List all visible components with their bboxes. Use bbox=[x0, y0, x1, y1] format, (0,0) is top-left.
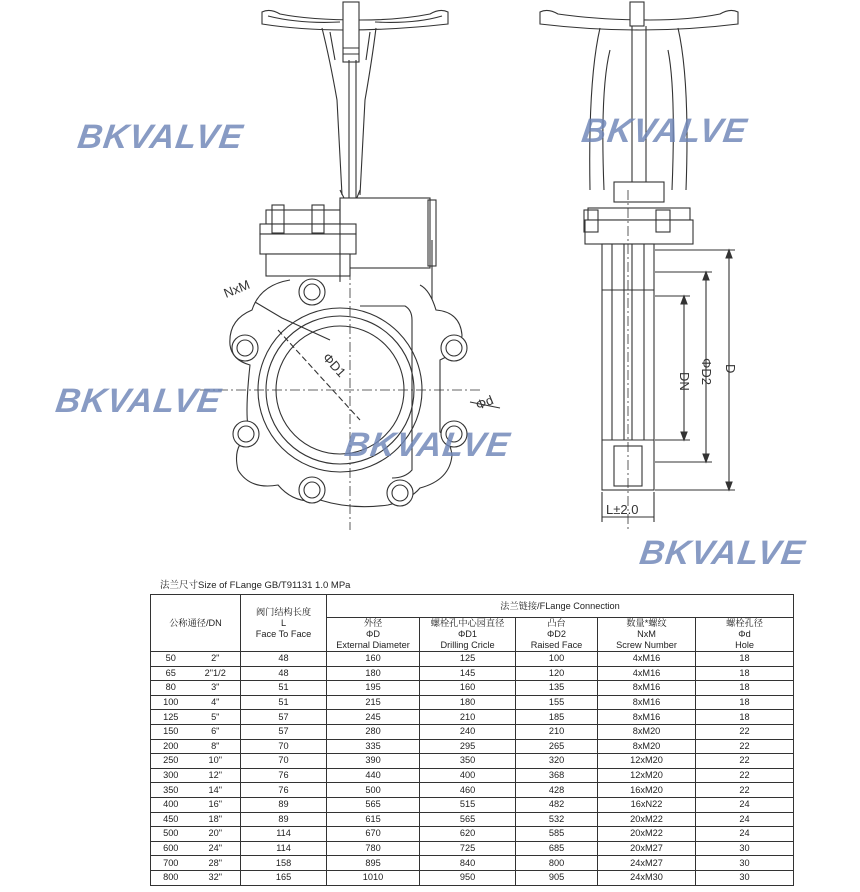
table-cell: 16xN22 bbox=[598, 797, 696, 812]
table-row bbox=[151, 695, 794, 710]
watermark-logo: BKVALVE bbox=[75, 118, 246, 156]
table-cell: 460 bbox=[420, 783, 516, 798]
table-cell: 400 bbox=[151, 797, 191, 812]
col-header-cn: 凸台 bbox=[547, 618, 566, 628]
watermark-logo: BKVALVE bbox=[53, 382, 224, 420]
table-cell: 145 bbox=[420, 666, 516, 681]
table-cell: 80 bbox=[151, 681, 191, 696]
table-row bbox=[151, 841, 794, 856]
table-cell: 320 bbox=[516, 754, 598, 769]
col-header-sym: ΦD bbox=[366, 629, 380, 639]
table-cell: 12xM20 bbox=[598, 768, 696, 783]
table-cell: 24xM27 bbox=[598, 856, 696, 871]
l-label: L±2.0 bbox=[606, 502, 639, 517]
table-cell: 450 bbox=[151, 812, 191, 827]
table-cell: 210 bbox=[516, 724, 598, 739]
table-cell: 245 bbox=[327, 710, 420, 725]
table-cell: 428 bbox=[516, 783, 598, 798]
table-cell: 500 bbox=[151, 827, 191, 842]
table-cell: 3" bbox=[191, 681, 241, 696]
table-cell: 12xM20 bbox=[598, 754, 696, 769]
table-cell: 57 bbox=[241, 724, 327, 739]
col-header-od bbox=[327, 618, 420, 652]
col-header-d1 bbox=[420, 618, 516, 652]
table-cell: 135 bbox=[516, 681, 598, 696]
table-cell: 300 bbox=[151, 768, 191, 783]
table-title: 法兰尺寸Size of FLange GB/T91131 1.0 MPa bbox=[160, 580, 351, 591]
table-cell: 24 bbox=[696, 797, 794, 812]
d-label: D bbox=[723, 364, 738, 374]
table-cell: 895 bbox=[327, 856, 420, 871]
table-cell: 350 bbox=[151, 783, 191, 798]
table-cell: 368 bbox=[516, 768, 598, 783]
length-en: Face To Face bbox=[255, 628, 312, 639]
table-cell: 482 bbox=[516, 797, 598, 812]
table-cell: 180 bbox=[327, 666, 420, 681]
table-cell: 20xM22 bbox=[598, 812, 696, 827]
col-header-en: Raised Face bbox=[530, 640, 583, 650]
table-cell: 200 bbox=[151, 739, 191, 754]
table-cell: 20" bbox=[191, 827, 241, 842]
d2-label: ΦD2 bbox=[699, 358, 714, 385]
table-cell: 265 bbox=[516, 739, 598, 754]
table-row bbox=[151, 856, 794, 871]
table-cell: 125 bbox=[420, 652, 516, 667]
table-body bbox=[151, 652, 794, 886]
table-cell: 215 bbox=[327, 695, 420, 710]
table-cell: 51 bbox=[241, 695, 327, 710]
table-cell: 8xM20 bbox=[598, 739, 696, 754]
table-cell: 8" bbox=[191, 739, 241, 754]
table-cell: 114 bbox=[241, 827, 327, 842]
table-cell: 780 bbox=[327, 841, 420, 856]
table-cell: 30 bbox=[696, 856, 794, 871]
table-cell: 24 bbox=[696, 827, 794, 842]
table-cell: 240 bbox=[420, 724, 516, 739]
col-header-sym: ΦD1 bbox=[457, 629, 478, 639]
table-cell: 20xM27 bbox=[598, 841, 696, 856]
col-header-hole bbox=[696, 618, 794, 652]
table-cell: 800 bbox=[516, 856, 598, 871]
table-cell: 615 bbox=[327, 812, 420, 827]
table-cell: 1010 bbox=[327, 870, 420, 885]
table-cell: 620 bbox=[420, 827, 516, 842]
watermark-logo: BKVALVE bbox=[342, 426, 513, 464]
flange-size-table bbox=[150, 594, 794, 886]
table-row bbox=[151, 870, 794, 885]
table-cell: 24 bbox=[696, 812, 794, 827]
table-cell: 565 bbox=[327, 797, 420, 812]
table-cell: 160 bbox=[327, 652, 420, 667]
table-cell: 280 bbox=[327, 724, 420, 739]
table-cell: 30 bbox=[696, 841, 794, 856]
table-cell: 100 bbox=[516, 652, 598, 667]
table-cell: 89 bbox=[241, 797, 327, 812]
table-cell: 670 bbox=[327, 827, 420, 842]
table-cell: 22 bbox=[696, 724, 794, 739]
table-cell: 22 bbox=[696, 739, 794, 754]
length-cn: 阀门结构长度 bbox=[255, 606, 312, 617]
table-cell: 532 bbox=[516, 812, 598, 827]
table-cell: 22 bbox=[696, 783, 794, 798]
table-row bbox=[151, 812, 794, 827]
col-header-d2 bbox=[516, 618, 598, 652]
table-cell: 24" bbox=[191, 841, 241, 856]
col-header-en: External Diameter bbox=[336, 640, 410, 650]
table-cell: 8xM16 bbox=[598, 695, 696, 710]
col-header-sym: Φd bbox=[738, 629, 751, 639]
table-cell: 48 bbox=[241, 666, 327, 681]
table-cell: 195 bbox=[327, 681, 420, 696]
dn-label: DN bbox=[677, 372, 692, 391]
table-cell: 6" bbox=[191, 724, 241, 739]
table-cell: 150 bbox=[151, 724, 191, 739]
table-cell: 18" bbox=[191, 812, 241, 827]
col-header-sym: NxM bbox=[637, 629, 656, 639]
table-cell: 158 bbox=[241, 856, 327, 871]
table-cell: 16" bbox=[191, 797, 241, 812]
length-sym: L bbox=[280, 617, 287, 628]
table-row bbox=[151, 681, 794, 696]
table-cell: 50 bbox=[151, 652, 191, 667]
table-cell: 210 bbox=[420, 710, 516, 725]
table-cell: 335 bbox=[327, 739, 420, 754]
table-cell: 440 bbox=[327, 768, 420, 783]
table-cell: 400 bbox=[420, 768, 516, 783]
table-cell: 840 bbox=[420, 856, 516, 871]
table-cell: 100 bbox=[151, 695, 191, 710]
table-cell: 165 bbox=[241, 870, 327, 885]
col-header-en: Screw Number bbox=[616, 640, 677, 650]
table-cell: 20xM22 bbox=[598, 827, 696, 842]
table-cell: 70 bbox=[241, 739, 327, 754]
table-row bbox=[151, 797, 794, 812]
table-cell: 89 bbox=[241, 812, 327, 827]
table-cell: 76 bbox=[241, 783, 327, 798]
table-cell: 2"1/2 bbox=[191, 666, 241, 681]
col-header-nxm bbox=[598, 618, 696, 652]
table-cell: 28" bbox=[191, 856, 241, 871]
table-cell: 125 bbox=[151, 710, 191, 725]
table-cell: 14" bbox=[191, 783, 241, 798]
table-cell: 8xM20 bbox=[598, 724, 696, 739]
table-cell: 295 bbox=[420, 739, 516, 754]
col-header-en: Hole bbox=[735, 640, 754, 650]
table-cell: 30 bbox=[696, 870, 794, 885]
watermark-logo: BKVALVE bbox=[637, 534, 808, 572]
col-header-cn: 数量*螺纹 bbox=[626, 618, 667, 628]
table-cell: 180 bbox=[420, 695, 516, 710]
table-cell: 120 bbox=[516, 666, 598, 681]
col-header-sym: ΦD2 bbox=[546, 629, 567, 639]
table-cell: 390 bbox=[327, 754, 420, 769]
table-cell: 70 bbox=[241, 754, 327, 769]
table-cell: 685 bbox=[516, 841, 598, 856]
table-row bbox=[151, 768, 794, 783]
table-cell: 2" bbox=[191, 652, 241, 667]
d1-label: ΦD1 bbox=[319, 349, 349, 381]
table-cell: 905 bbox=[516, 870, 598, 885]
flange-group-header: 法兰链接/FLange Connection bbox=[327, 595, 794, 618]
table-cell: 4xM16 bbox=[598, 652, 696, 667]
table-cell: 250 bbox=[151, 754, 191, 769]
table-cell: 4xM16 bbox=[598, 666, 696, 681]
col-header-en: Drilling Cricle bbox=[440, 640, 495, 650]
col-header-cn: 外径 bbox=[363, 618, 383, 628]
table-cell: 16xM20 bbox=[598, 783, 696, 798]
table-cell: 950 bbox=[420, 870, 516, 885]
table-cell: 65 bbox=[151, 666, 191, 681]
table-row bbox=[151, 783, 794, 798]
table-cell: 155 bbox=[516, 695, 598, 710]
table-cell: 500 bbox=[327, 783, 420, 798]
table-row bbox=[151, 739, 794, 754]
table-cell: 22 bbox=[696, 754, 794, 769]
table-row bbox=[151, 652, 794, 667]
table-cell: 10" bbox=[191, 754, 241, 769]
nominal-header: 公称通径/DN bbox=[151, 595, 241, 652]
table-row bbox=[151, 724, 794, 739]
table-cell: 51 bbox=[241, 681, 327, 696]
table-cell: 76 bbox=[241, 768, 327, 783]
table-cell: 160 bbox=[420, 681, 516, 696]
table-cell: 114 bbox=[241, 841, 327, 856]
nxm-label: NxM bbox=[221, 276, 252, 301]
table-cell: 800 bbox=[151, 870, 191, 885]
table-cell: 32" bbox=[191, 870, 241, 885]
table-cell: 48 bbox=[241, 652, 327, 667]
d-hole-label: Φd bbox=[473, 392, 496, 413]
table-cell: 185 bbox=[516, 710, 598, 725]
table-cell: 12" bbox=[191, 768, 241, 783]
table-row bbox=[151, 666, 794, 681]
table-cell: 700 bbox=[151, 856, 191, 871]
col-header-cn: 螺栓孔中心园直径 bbox=[430, 618, 505, 628]
table-row bbox=[151, 754, 794, 769]
table-cell: 600 bbox=[151, 841, 191, 856]
table-row bbox=[151, 710, 794, 725]
table-cell: 4" bbox=[191, 695, 241, 710]
table-cell: 725 bbox=[420, 841, 516, 856]
col-header-cn: 螺栓孔径 bbox=[726, 618, 763, 628]
table-cell: 57 bbox=[241, 710, 327, 725]
table-cell: 18 bbox=[696, 710, 794, 725]
table-cell: 22 bbox=[696, 768, 794, 783]
table-cell: 18 bbox=[696, 666, 794, 681]
table-cell: 585 bbox=[516, 827, 598, 842]
table-cell: 18 bbox=[696, 695, 794, 710]
table-cell: 8xM16 bbox=[598, 681, 696, 696]
table-cell: 8xM16 bbox=[598, 710, 696, 725]
table-cell: 24xM30 bbox=[598, 870, 696, 885]
table-cell: 515 bbox=[420, 797, 516, 812]
length-header bbox=[241, 595, 327, 652]
table-cell: 18 bbox=[696, 681, 794, 696]
table-cell: 5" bbox=[191, 710, 241, 725]
table-cell: 18 bbox=[696, 652, 794, 667]
watermark-logo: BKVALVE bbox=[579, 112, 750, 150]
table-cell: 565 bbox=[420, 812, 516, 827]
table-row bbox=[151, 827, 794, 842]
table-cell: 350 bbox=[420, 754, 516, 769]
